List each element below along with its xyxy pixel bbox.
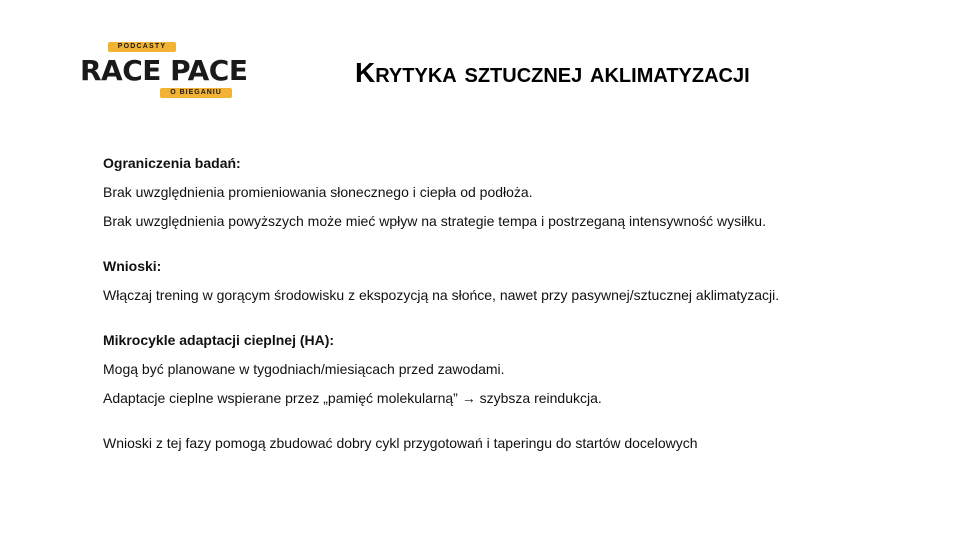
section-microcycles [103, 330, 903, 408]
body-line: Adaptacje cieplne wspierane przez „pamięć molekularną” → szybsza reindukcja. [103, 390, 602, 406]
closing-conclusion: Wnioski z tej fazy pomogą zbudować dobry cykl przygotowań i taperingu do startów docelowych [103, 435, 698, 451]
slide-title: Krytyka sztucznej aklimatyzacji [355, 57, 750, 88]
logo-top-tag: PODCASTY [108, 42, 176, 52]
section-heading: Ograniczenia badań: [103, 155, 241, 171]
body-line: Włączaj trening w gorącym środowisku z ekspozycją na słońce, nawet przy pasywnej/sztucznej aklimatyzacji. [103, 287, 780, 303]
section-heading: Wnioski: [103, 258, 162, 274]
logo-wordmark: RACE PACE [80, 54, 248, 87]
race-pace-logo [80, 42, 260, 102]
slide-content [103, 153, 903, 462]
section-heading: Mikrocykle adaptacji cieplnej (HA): [103, 332, 335, 348]
body-line: Brak uwzględnienia promieniowania słonecznego i ciepła od podłoża. [103, 184, 533, 200]
logo-bottom-tag: O BIEGANIU [160, 88, 232, 98]
body-line: Mogą być planowane w tygodniach/miesiącach przed zawodami. [103, 361, 505, 377]
section-limitations [103, 153, 903, 231]
body-line: Brak uwzględnienia powyższych może mieć wpływ na strategie tempa i postrzeganą intensywność wysiłku. [103, 213, 766, 229]
section-conclusions [103, 256, 903, 305]
